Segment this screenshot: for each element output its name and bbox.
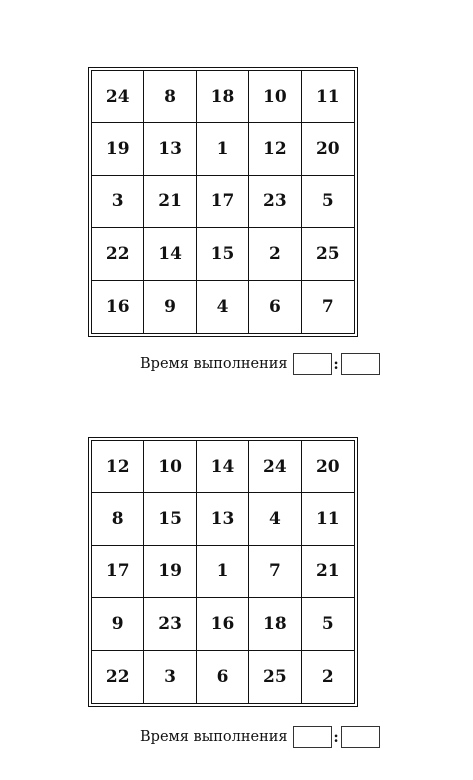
time-separator: : <box>333 355 339 373</box>
grid-cell: 9 <box>92 598 144 650</box>
grid-cell: 13 <box>144 123 196 175</box>
grid-cell: 23 <box>144 598 196 650</box>
number-grid-1 <box>91 70 355 334</box>
grid-cell: 19 <box>144 546 196 598</box>
grid-cell: 10 <box>249 71 301 123</box>
grid-cell: 17 <box>197 176 249 228</box>
grid-cell: 20 <box>302 441 354 493</box>
time-row-1 <box>140 351 380 377</box>
grid-cell: 8 <box>144 71 196 123</box>
grid-cell: 5 <box>302 176 354 228</box>
grid-cell: 21 <box>302 546 354 598</box>
grid-cell: 3 <box>92 176 144 228</box>
grid-cell: 16 <box>92 281 144 333</box>
grid-cell: 3 <box>144 651 196 703</box>
grid-cell: 12 <box>249 123 301 175</box>
grid-cell: 16 <box>197 598 249 650</box>
grid-cell: 20 <box>302 123 354 175</box>
grid-cell: 1 <box>197 123 249 175</box>
grid-cell: 25 <box>302 228 354 280</box>
grid-cell: 23 <box>249 176 301 228</box>
grid-cell: 2 <box>249 228 301 280</box>
schulte-table-2 <box>88 437 358 707</box>
time-row-2 <box>140 724 380 750</box>
grid-cell: 24 <box>249 441 301 493</box>
grid-cell: 1 <box>197 546 249 598</box>
grid-cell: 7 <box>249 546 301 598</box>
grid-cell: 21 <box>144 176 196 228</box>
grid-cell: 15 <box>144 493 196 545</box>
grid-cell: 8 <box>92 493 144 545</box>
grid-cell: 14 <box>197 441 249 493</box>
number-grid-2 <box>91 440 355 704</box>
grid-cell: 12 <box>92 441 144 493</box>
grid-cell: 6 <box>249 281 301 333</box>
grid-cell: 9 <box>144 281 196 333</box>
minutes-input-box[interactable] <box>293 353 332 375</box>
schulte-table-1 <box>88 67 358 337</box>
minutes-input-box[interactable] <box>293 726 332 748</box>
grid-cell: 25 <box>249 651 301 703</box>
grid-cell: 11 <box>302 71 354 123</box>
grid-cell: 5 <box>302 598 354 650</box>
seconds-input-box[interactable] <box>341 353 380 375</box>
grid-cell: 14 <box>144 228 196 280</box>
grid-cell: 6 <box>197 651 249 703</box>
time-label: Время выполнения <box>140 729 288 745</box>
grid-cell: 4 <box>197 281 249 333</box>
grid-cell: 4 <box>249 493 301 545</box>
grid-cell: 22 <box>92 651 144 703</box>
seconds-input-box[interactable] <box>341 726 380 748</box>
time-label: Время выполнения <box>140 356 288 372</box>
grid-cell: 13 <box>197 493 249 545</box>
grid-cell: 2 <box>321 666 334 687</box>
grid-cell: 18 <box>197 71 249 123</box>
grid-cell: 7 <box>321 296 334 317</box>
grid-cell: 19 <box>92 123 144 175</box>
grid-cell: 11 <box>302 493 354 545</box>
grid-cell: 15 <box>197 228 249 280</box>
grid-cell: 18 <box>249 598 301 650</box>
grid-cell: 24 <box>92 71 144 123</box>
grid-cell: 17 <box>92 546 144 598</box>
grid-cell: 10 <box>144 441 196 493</box>
grid-cell: 22 <box>92 228 144 280</box>
time-separator: : <box>333 728 339 746</box>
